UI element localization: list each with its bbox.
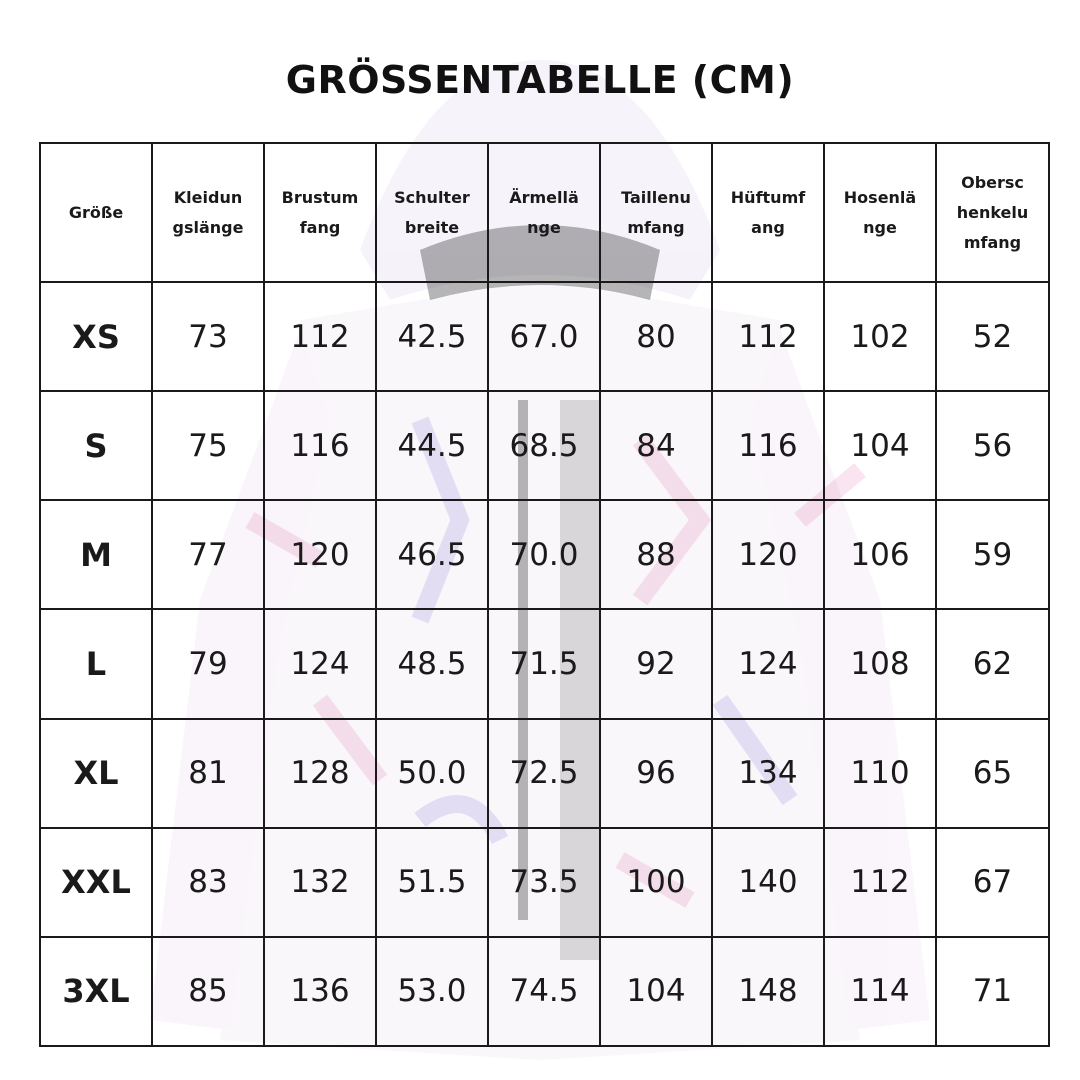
table-cell: 73.5 xyxy=(488,828,600,937)
table-row xyxy=(40,609,1049,718)
table-row xyxy=(40,828,1049,937)
column-header xyxy=(376,143,488,282)
table-cell: 148 xyxy=(712,937,824,1046)
column-header-line: ang xyxy=(751,217,785,237)
table-cell: 96 xyxy=(600,719,712,828)
table-cell: 100 xyxy=(600,828,712,937)
table-cell: 75 xyxy=(152,391,264,500)
column-header-line: Größe xyxy=(68,202,124,222)
page-title: GRÖSSENTABELLE (CM) xyxy=(285,58,795,102)
table-cell: 124 xyxy=(712,609,824,718)
table-cell: 112 xyxy=(824,828,936,937)
table-cell: 102 xyxy=(824,282,936,391)
table-cell: 42.5 xyxy=(376,282,488,391)
table-cell: 71 xyxy=(936,937,1049,1046)
table-cell: 84 xyxy=(600,391,712,500)
table-cell: 116 xyxy=(264,391,376,500)
column-header-line: Hüftumf xyxy=(730,187,806,207)
table-row xyxy=(40,500,1049,609)
table-cell: 116 xyxy=(712,391,824,500)
column-header-line: mfang xyxy=(627,217,685,237)
column-header xyxy=(40,143,152,282)
column-header xyxy=(152,143,264,282)
column-header-line: nge xyxy=(863,217,897,237)
table-cell: 51.5 xyxy=(376,828,488,937)
size-chart-table xyxy=(39,142,1050,1047)
table-cell: 108 xyxy=(824,609,936,718)
column-header xyxy=(264,143,376,282)
table-cell: 74.5 xyxy=(488,937,600,1046)
column-header xyxy=(936,143,1049,282)
table-cell: 80 xyxy=(600,282,712,391)
table-cell: 132 xyxy=(264,828,376,937)
column-header-line: Kleidun xyxy=(173,187,243,207)
size-label-cell: 3XL xyxy=(40,937,152,1046)
column-header-line: henkelu xyxy=(956,202,1029,222)
table-cell: 112 xyxy=(712,282,824,391)
table-row xyxy=(40,391,1049,500)
table-cell: 120 xyxy=(712,500,824,609)
table-cell: 83 xyxy=(152,828,264,937)
column-header-line: nge xyxy=(527,217,561,237)
table-cell: 92 xyxy=(600,609,712,718)
table-cell: 88 xyxy=(600,500,712,609)
column-header-line: Schulter xyxy=(394,187,470,207)
table-cell: 140 xyxy=(712,828,824,937)
column-header-line: mfang xyxy=(963,232,1022,252)
table-cell: 136 xyxy=(264,937,376,1046)
table-cell: 52 xyxy=(936,282,1049,391)
column-header-line: breite xyxy=(404,217,460,237)
table-cell: 72.5 xyxy=(488,719,600,828)
size-label-cell: XXL xyxy=(40,828,152,937)
table-cell: 56 xyxy=(936,391,1049,500)
column-header-line: fang xyxy=(299,217,341,237)
table-cell: 59 xyxy=(936,500,1049,609)
column-header-line: Taillenu xyxy=(621,187,691,207)
table-row xyxy=(40,719,1049,828)
size-label-cell: S xyxy=(40,391,152,500)
table-row xyxy=(40,937,1049,1046)
column-header xyxy=(824,143,936,282)
column-header-line: Ärmellä xyxy=(509,187,579,207)
column-header-line: Brustum xyxy=(281,187,359,207)
column-header xyxy=(712,143,824,282)
table-cell: 77 xyxy=(152,500,264,609)
table-cell: 67 xyxy=(936,828,1049,937)
table-cell: 68.5 xyxy=(488,391,600,500)
column-header xyxy=(488,143,600,282)
table-cell: 79 xyxy=(152,609,264,718)
table-cell: 106 xyxy=(824,500,936,609)
table-cell: 134 xyxy=(712,719,824,828)
size-label-cell: XL xyxy=(40,719,152,828)
table-cell: 73 xyxy=(152,282,264,391)
table-header-row xyxy=(40,143,1049,282)
table-body xyxy=(40,282,1049,1046)
table-cell: 128 xyxy=(264,719,376,828)
table-cell: 81 xyxy=(152,719,264,828)
table-cell: 50.0 xyxy=(376,719,488,828)
table-cell: 70.0 xyxy=(488,500,600,609)
column-header xyxy=(600,143,712,282)
size-label-cell: L xyxy=(40,609,152,718)
size-label-cell: M xyxy=(40,500,152,609)
table-cell: 67.0 xyxy=(488,282,600,391)
table-cell: 48.5 xyxy=(376,609,488,718)
table-cell: 120 xyxy=(264,500,376,609)
table-cell: 46.5 xyxy=(376,500,488,609)
table-cell: 71.5 xyxy=(488,609,600,718)
table-cell: 85 xyxy=(152,937,264,1046)
table-cell: 44.5 xyxy=(376,391,488,500)
table-row xyxy=(40,282,1049,391)
size-label-cell: XS xyxy=(40,282,152,391)
table-cell: 65 xyxy=(936,719,1049,828)
table-cell: 114 xyxy=(824,937,936,1046)
table-cell: 104 xyxy=(824,391,936,500)
column-header-line: Hosenlä xyxy=(843,187,917,207)
table-cell: 62 xyxy=(936,609,1049,718)
table-cell: 53.0 xyxy=(376,937,488,1046)
table-cell: 110 xyxy=(824,719,936,828)
table-cell: 104 xyxy=(600,937,712,1046)
table-cell: 124 xyxy=(264,609,376,718)
column-header-line: Obersc xyxy=(961,172,1024,192)
table-cell: 112 xyxy=(264,282,376,391)
column-header-line: gslänge xyxy=(172,217,244,237)
